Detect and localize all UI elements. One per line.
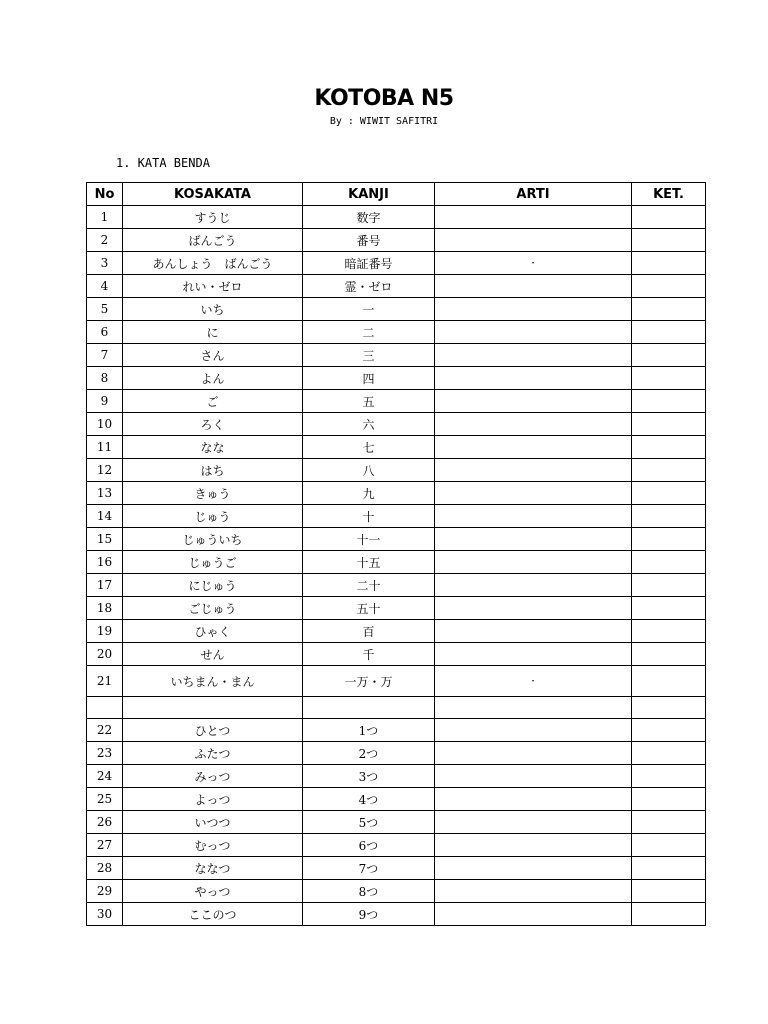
cell-kanji: 霊・ゼロ: [303, 275, 435, 298]
cell-kosakata: れい・ゼロ: [123, 275, 303, 298]
cell-kosakata: ごじゅう: [123, 597, 303, 620]
cell-no: 7: [87, 344, 123, 367]
cell-kosakata: ななつ: [123, 857, 303, 880]
cell-kanji: 四: [303, 367, 435, 390]
cell-arti: [435, 413, 632, 436]
table-row: [87, 811, 706, 834]
cell-kanji: 八: [303, 459, 435, 482]
cell-kosakata: ご: [123, 390, 303, 413]
cell-arti: [435, 834, 632, 857]
table-row: [87, 459, 706, 482]
cell-ket: [632, 597, 706, 620]
header-kanji: KANJI: [303, 183, 435, 206]
cell-arti: [435, 551, 632, 574]
cell-kosakata: せん: [123, 643, 303, 666]
cell-ket: [632, 742, 706, 765]
cell-kosakata: よっつ: [123, 788, 303, 811]
cell-kanji: 六: [303, 413, 435, 436]
cell-kosakata: じゅうご: [123, 551, 303, 574]
cell-ket: [632, 857, 706, 880]
cell-kosakata: きゅう: [123, 482, 303, 505]
table-row: [87, 788, 706, 811]
cell-kosakata: ひゃく: [123, 620, 303, 643]
cell-no: 17: [87, 574, 123, 597]
cell-ket: [632, 697, 706, 719]
cell-no: 14: [87, 505, 123, 528]
cell-no: 1: [87, 206, 123, 229]
table-row: [87, 666, 706, 697]
table-row: [87, 229, 706, 252]
cell-no: 8: [87, 367, 123, 390]
table-row: [87, 413, 706, 436]
cell-no: 30: [87, 903, 123, 926]
cell-kosakata: むっつ: [123, 834, 303, 857]
cell-arti: [435, 597, 632, 620]
table-row: [87, 505, 706, 528]
cell-kanji: 一: [303, 298, 435, 321]
cell-kanji: 十五: [303, 551, 435, 574]
cell-ket: [632, 229, 706, 252]
cell-kosakata: よん: [123, 367, 303, 390]
cell-no: 24: [87, 765, 123, 788]
table-row: [87, 321, 706, 344]
table-row: [87, 482, 706, 505]
table-row: [87, 436, 706, 459]
cell-arti: [435, 505, 632, 528]
cell-no: 13: [87, 482, 123, 505]
cell-arti: [435, 367, 632, 390]
cell-arti: [435, 697, 632, 719]
table-row: [87, 597, 706, 620]
table-row: [87, 697, 706, 719]
cell-kanji: 九: [303, 482, 435, 505]
cell-no: 29: [87, 880, 123, 903]
cell-arti: [435, 765, 632, 788]
cell-ket: [632, 551, 706, 574]
table-row: [87, 834, 706, 857]
cell-kanji: 暗証番号: [303, 252, 435, 275]
table-body: [87, 206, 706, 926]
cell-ket: [632, 436, 706, 459]
table-row: [87, 298, 706, 321]
cell-ket: [632, 252, 706, 275]
cell-arti: [435, 459, 632, 482]
cell-kosakata: ろく: [123, 413, 303, 436]
cell-kanji: 8つ: [303, 880, 435, 903]
cell-ket: [632, 765, 706, 788]
cell-arti: ·: [435, 252, 632, 275]
cell-arti: [435, 275, 632, 298]
cell-kosakata: ひとつ: [123, 719, 303, 742]
cell-kanji: 百: [303, 620, 435, 643]
cell-arti: [435, 229, 632, 252]
cell-no: 2: [87, 229, 123, 252]
cell-arti: [435, 574, 632, 597]
table-row: [87, 719, 706, 742]
cell-no: 3: [87, 252, 123, 275]
cell-kosakata: [123, 697, 303, 719]
cell-kanji: 3つ: [303, 765, 435, 788]
cell-kanji: 4つ: [303, 788, 435, 811]
cell-no: 23: [87, 742, 123, 765]
cell-kanji: 2つ: [303, 742, 435, 765]
table-row: [87, 390, 706, 413]
cell-no: 15: [87, 528, 123, 551]
cell-ket: [632, 574, 706, 597]
cell-kanji: 5つ: [303, 811, 435, 834]
table-row: [87, 903, 706, 926]
cell-kanji: 三: [303, 344, 435, 367]
cell-kanji: 9つ: [303, 903, 435, 926]
cell-kosakata: にじゅう: [123, 574, 303, 597]
header-kosakata: KOSAKATA: [123, 183, 303, 206]
cell-ket: [632, 788, 706, 811]
cell-arti: ·: [435, 666, 632, 697]
cell-no: 26: [87, 811, 123, 834]
cell-arti: [435, 880, 632, 903]
cell-arti: [435, 436, 632, 459]
cell-no: 27: [87, 834, 123, 857]
cell-arti: [435, 344, 632, 367]
table-row: [87, 275, 706, 298]
cell-ket: [632, 367, 706, 390]
table-row: [87, 528, 706, 551]
cell-kosakata: はち: [123, 459, 303, 482]
header-ket: KET.: [632, 183, 706, 206]
cell-no: 20: [87, 643, 123, 666]
table-row: [87, 367, 706, 390]
cell-kanji: 七: [303, 436, 435, 459]
cell-arti: [435, 742, 632, 765]
cell-kosakata: みっつ: [123, 765, 303, 788]
cell-arti: [435, 482, 632, 505]
cell-arti: [435, 643, 632, 666]
cell-ket: [632, 344, 706, 367]
cell-ket: [632, 811, 706, 834]
cell-arti: [435, 390, 632, 413]
cell-kanji: 数字: [303, 206, 435, 229]
cell-kanji: 一万・万: [303, 666, 435, 697]
cell-ket: [632, 719, 706, 742]
cell-no: 12: [87, 459, 123, 482]
cell-kosakata: に: [123, 321, 303, 344]
cell-kosakata: いつつ: [123, 811, 303, 834]
cell-no: 6: [87, 321, 123, 344]
cell-no: 18: [87, 597, 123, 620]
cell-kanji: [303, 697, 435, 719]
cell-ket: [632, 880, 706, 903]
table-row: [87, 574, 706, 597]
cell-ket: [632, 620, 706, 643]
cell-kanji: 1つ: [303, 719, 435, 742]
cell-ket: [632, 298, 706, 321]
cell-arti: [435, 620, 632, 643]
cell-kosakata: ばんごう: [123, 229, 303, 252]
cell-kosakata: あんしょう ばんごう: [123, 252, 303, 275]
cell-arti: [435, 321, 632, 344]
cell-arti: [435, 857, 632, 880]
cell-kosakata: すうじ: [123, 206, 303, 229]
cell-ket: [632, 528, 706, 551]
cell-kanji: 7つ: [303, 857, 435, 880]
vocabulary-table: [86, 182, 706, 926]
cell-kosakata: じゅう: [123, 505, 303, 528]
cell-kosakata: ふたつ: [123, 742, 303, 765]
cell-no: 9: [87, 390, 123, 413]
cell-arti: [435, 811, 632, 834]
cell-arti: [435, 528, 632, 551]
cell-kosakata: やっつ: [123, 880, 303, 903]
cell-no: 22: [87, 719, 123, 742]
cell-arti: [435, 719, 632, 742]
cell-ket: [632, 275, 706, 298]
section-heading: 1. KATA BENDA: [116, 156, 210, 170]
cell-arti: [435, 788, 632, 811]
table-row: [87, 551, 706, 574]
cell-no: 28: [87, 857, 123, 880]
cell-no: 16: [87, 551, 123, 574]
cell-ket: [632, 459, 706, 482]
cell-no: 21: [87, 666, 123, 697]
cell-kanji: 6つ: [303, 834, 435, 857]
table-row: [87, 857, 706, 880]
cell-no: 4: [87, 275, 123, 298]
table-row: [87, 206, 706, 229]
cell-kosakata: じゅういち: [123, 528, 303, 551]
cell-ket: [632, 505, 706, 528]
cell-arti: [435, 206, 632, 229]
cell-kosakata: いち: [123, 298, 303, 321]
cell-kanji: 五十: [303, 597, 435, 620]
cell-kanji: 十: [303, 505, 435, 528]
cell-arti: [435, 903, 632, 926]
table-row: [87, 252, 706, 275]
cell-arti: [435, 298, 632, 321]
cell-kosakata: さん: [123, 344, 303, 367]
cell-no: [87, 697, 123, 719]
cell-ket: [632, 206, 706, 229]
author-byline: By : WIWIT SAFITRI: [329, 116, 439, 127]
cell-ket: [632, 390, 706, 413]
table-row: [87, 742, 706, 765]
cell-no: 10: [87, 413, 123, 436]
cell-ket: [632, 413, 706, 436]
table-row: [87, 643, 706, 666]
table-header-row: [87, 183, 706, 206]
cell-ket: [632, 321, 706, 344]
table-row: [87, 620, 706, 643]
header-arti: ARTI: [435, 183, 632, 206]
cell-kosakata: なな: [123, 436, 303, 459]
cell-kanji: 番号: [303, 229, 435, 252]
table-row: [87, 344, 706, 367]
cell-ket: [632, 903, 706, 926]
cell-kosakata: ここのつ: [123, 903, 303, 926]
document-title: KOTOBA N5: [314, 86, 454, 111]
cell-no: 19: [87, 620, 123, 643]
cell-kanji: 二十: [303, 574, 435, 597]
table-row: [87, 765, 706, 788]
cell-ket: [632, 666, 706, 697]
cell-ket: [632, 834, 706, 857]
cell-kanji: 千: [303, 643, 435, 666]
cell-kanji: 十一: [303, 528, 435, 551]
cell-no: 25: [87, 788, 123, 811]
cell-kanji: 五: [303, 390, 435, 413]
cell-ket: [632, 643, 706, 666]
cell-kosakata: いちまん・まん: [123, 666, 303, 697]
cell-no: 11: [87, 436, 123, 459]
table-row: [87, 880, 706, 903]
cell-no: 5: [87, 298, 123, 321]
cell-ket: [632, 482, 706, 505]
header-no: No: [87, 183, 123, 206]
cell-kanji: 二: [303, 321, 435, 344]
